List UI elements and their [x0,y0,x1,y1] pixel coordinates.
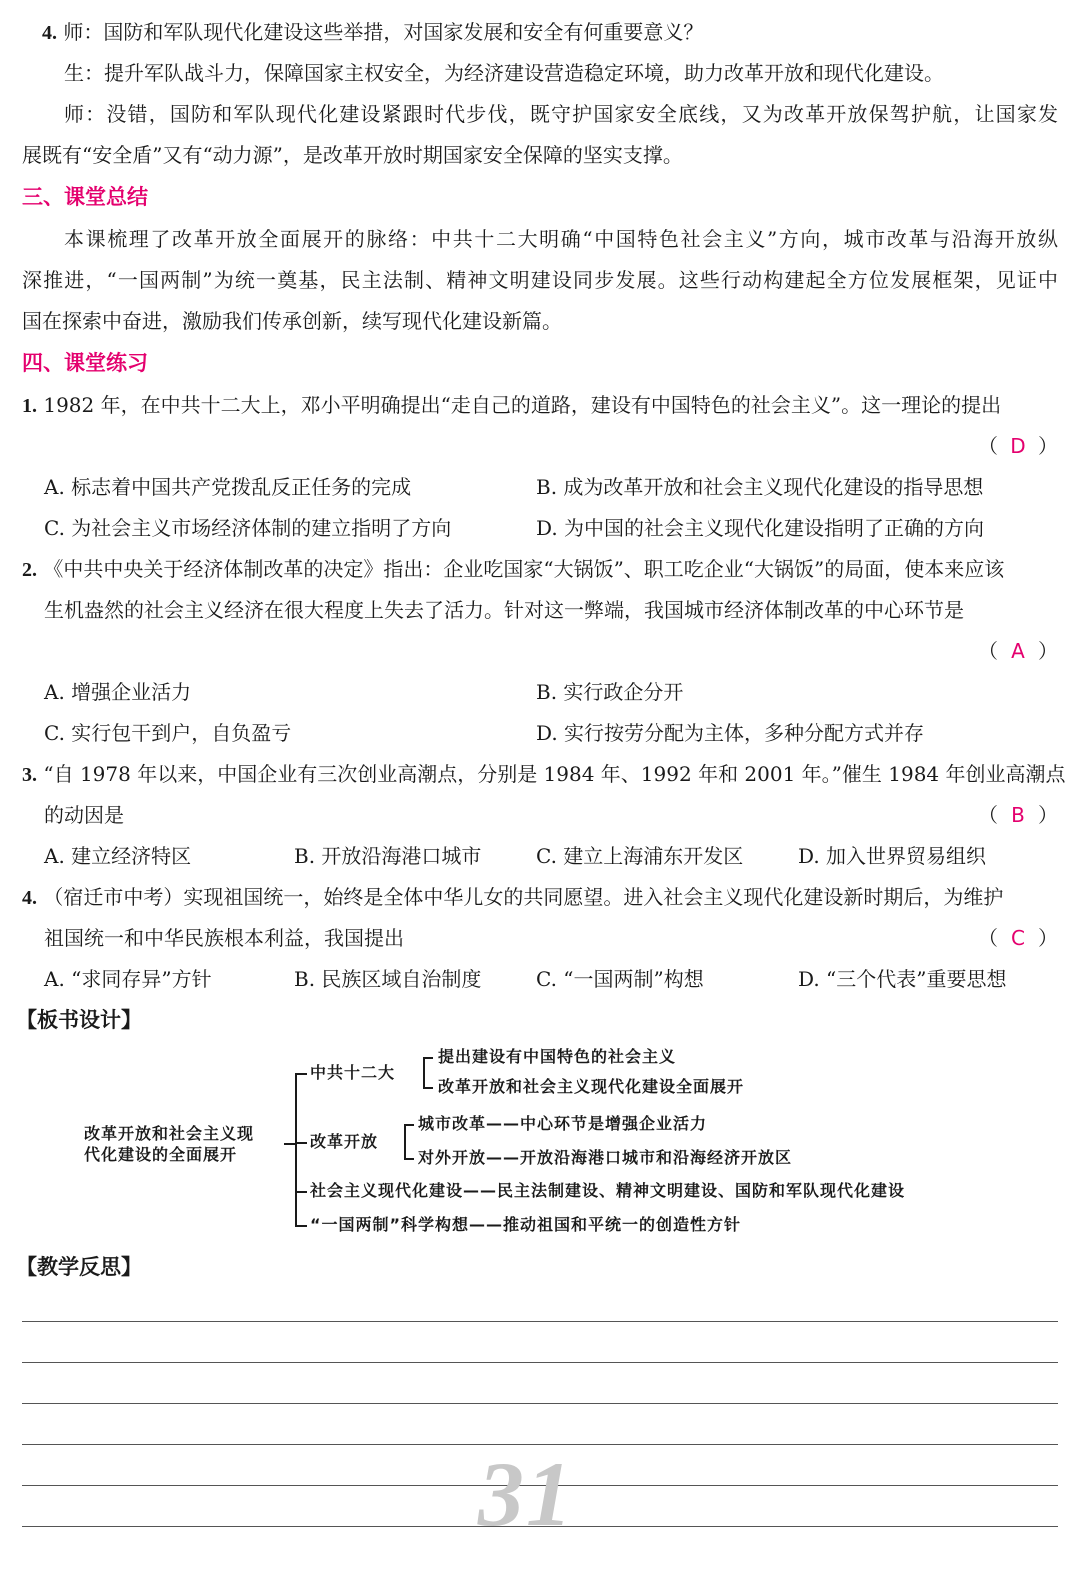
question-1-option-d: D. 为中国的社会主义现代化建设指明了正确的方向 [536,516,985,540]
dialogue-student-answer: 生：提升军队战斗力，保障国家主权安全，为经济建设营造稳定环境，助力改革开放和现代化建设。 [64,61,944,85]
question-1-stem: 1982 年，在中共十二大上，邓小平明确提出“走自己的道路，建设有中国特色的社会主义”。这一理论的提出 [43,393,1002,417]
question-4-answer-letter: C [1011,926,1025,950]
question-2-option-a: A. 增强企业活力 [44,680,192,704]
question-3-stem-line-2: 的动因是 [44,803,124,827]
summary-line-3: 国在探索中奋进，激励我们传承创新，续写现代化建设新篇。 [22,309,562,333]
dialogue-question-4 [42,18,1042,47]
question-2-answer: （ A ） [978,639,1058,663]
page-number: 31 [478,1443,574,1545]
dialogue-teacher-line-1: 师：没错，国防和军队现代化建设紧跟时代步伐，既守护国家安全底线，又为改革开放保驾护航，让国家发 [64,102,1058,126]
board-node-reform-b: 对外开放——开放沿海港口城市和沿海经济开放区 [418,1148,793,1167]
question-1-number: 1. [22,395,37,417]
question-2-number: 2. [22,559,37,581]
summary-line-1: 本课梳理了改革开放全面展开的脉络：中共十二大明确“中国特色社会主义”方向，城市改革与沿海开放纵 [64,227,1058,251]
question-4 [22,883,1058,912]
ruled-line [22,1362,1058,1363]
question-1-option-a: A. 标志着中国共产党拨乱反正任务的完成 [44,475,412,499]
question-2-option-b: B. 实行政企分开 [536,680,684,704]
board-node-cpc12: 中共十二大 [310,1063,396,1082]
question-3-option-b: B. 开放沿海港口城市 [294,844,482,868]
board-node-reform-a: 城市改革——中心环节是增强企业活力 [418,1114,708,1133]
board-root-line-1: 改革开放和社会主义现 [84,1124,255,1143]
question-1-option-b: B. 成为改革开放和社会主义现代化建设的指导思想 [536,475,984,499]
question-3-option-a: A. 建立经济特区 [44,844,192,868]
question-2-option-c: C. 实行包干到户，自负盈亏 [44,721,292,745]
board-heading: 【板书设计】 [16,1008,142,1032]
question-4-option-a: A. “求同存异”方针 [44,967,212,991]
question-4-option-d: D. “三个代表”重要思想 [798,967,1007,991]
ruled-line [22,1321,1058,1322]
summary-line-2: 深推进，“一国两制”为统一奠基，民主法制、精神文明建设同步发展。这些行动构建起全方位发展框架，见证中 [22,268,1058,292]
question-2-answer-letter: A [1011,639,1025,663]
question-3-number: 3. [22,764,37,786]
question-3-stem: “自 1978 年以来，中国企业有三次创业高潮点，分别是 1984 年、1992 年和 2001 年。”催生 1984 年创业高潮点 [43,762,1066,786]
question-4-option-c: C. “一国两制”构想 [536,967,704,991]
dialogue-teacher-line-2: 展既有“安全盾”又有“动力源”，是改革开放时期国家安全保障的坚实支撑。 [22,143,683,167]
question-1 [22,391,1058,420]
question-4-stem-line-2: 祖国统一和中华民族根本利益，我国提出 [44,926,404,950]
board-root-line-2: 代化建设的全面展开 [84,1145,238,1164]
question-3-answer-letter: B [1011,803,1025,827]
dialogue-q4-number: 4. [42,22,57,44]
summary-heading: 三、课堂总结 [22,185,148,209]
question-1-answer: （ D ） [978,434,1058,458]
board-node-cpc12-b: 改革开放和社会主义现代化建设全面展开 [438,1077,745,1096]
question-2-stem: 《中共中央关于经济体制改革的决定》指出：企业吃国家“大锅饭”、职工吃企业“大锅饭”的局面，使本来应该 [43,557,1005,581]
question-4-answer: （ C ） [978,926,1058,950]
reflection-heading: 【教学反思】 [16,1255,142,1279]
question-2 [22,555,1058,584]
question-2-option-d: D. 实行按劳分配为主体，多种分配方式并存 [536,721,925,745]
question-4-number: 4. [22,887,37,909]
dialogue-q4-text: 师：国防和军队现代化建设这些举措，对国家发展和安全有何重要意义？ [63,20,704,44]
board-main-bracket [295,1073,297,1227]
question-3-option-d: D. 加入世界贸易组织 [798,844,987,868]
question-3 [22,760,1066,789]
question-4-option-b: B. 民族区域自治制度 [294,967,482,991]
question-3-answer: （ B ） [978,803,1058,827]
practice-heading: 四、课堂练习 [22,351,148,375]
board-node-cpc12-a: 提出建设有中国特色的社会主义 [438,1047,677,1066]
board-node-reform: 改革开放 [310,1132,379,1151]
board-node-modernization: 社会主义现代化建设——民主法制建设、精神文明建设、国防和军队现代化建设 [310,1181,906,1200]
question-3-option-c: C. 建立上海浦东开发区 [536,844,744,868]
question-4-stem: （宿迁市中考）实现祖国统一，始终是全体中华儿女的共同愿望。进入社会主义现代化建设新时期后，为维护 [43,885,1004,909]
board-node-one-country-two-systems: “一国两制”科学构想——推动祖国和平统一的创造性方针 [310,1215,742,1234]
question-2-stem-line-2: 生机盎然的社会主义经济在很大程度上失去了活力。针对这一弊端，我国城市经济体制改革的中心环节是 [44,598,964,622]
ruled-line [22,1403,1058,1404]
question-1-answer-letter: D [1010,434,1026,458]
question-1-option-c: C. 为社会主义市场经济体制的建立指明了方向 [44,516,452,540]
